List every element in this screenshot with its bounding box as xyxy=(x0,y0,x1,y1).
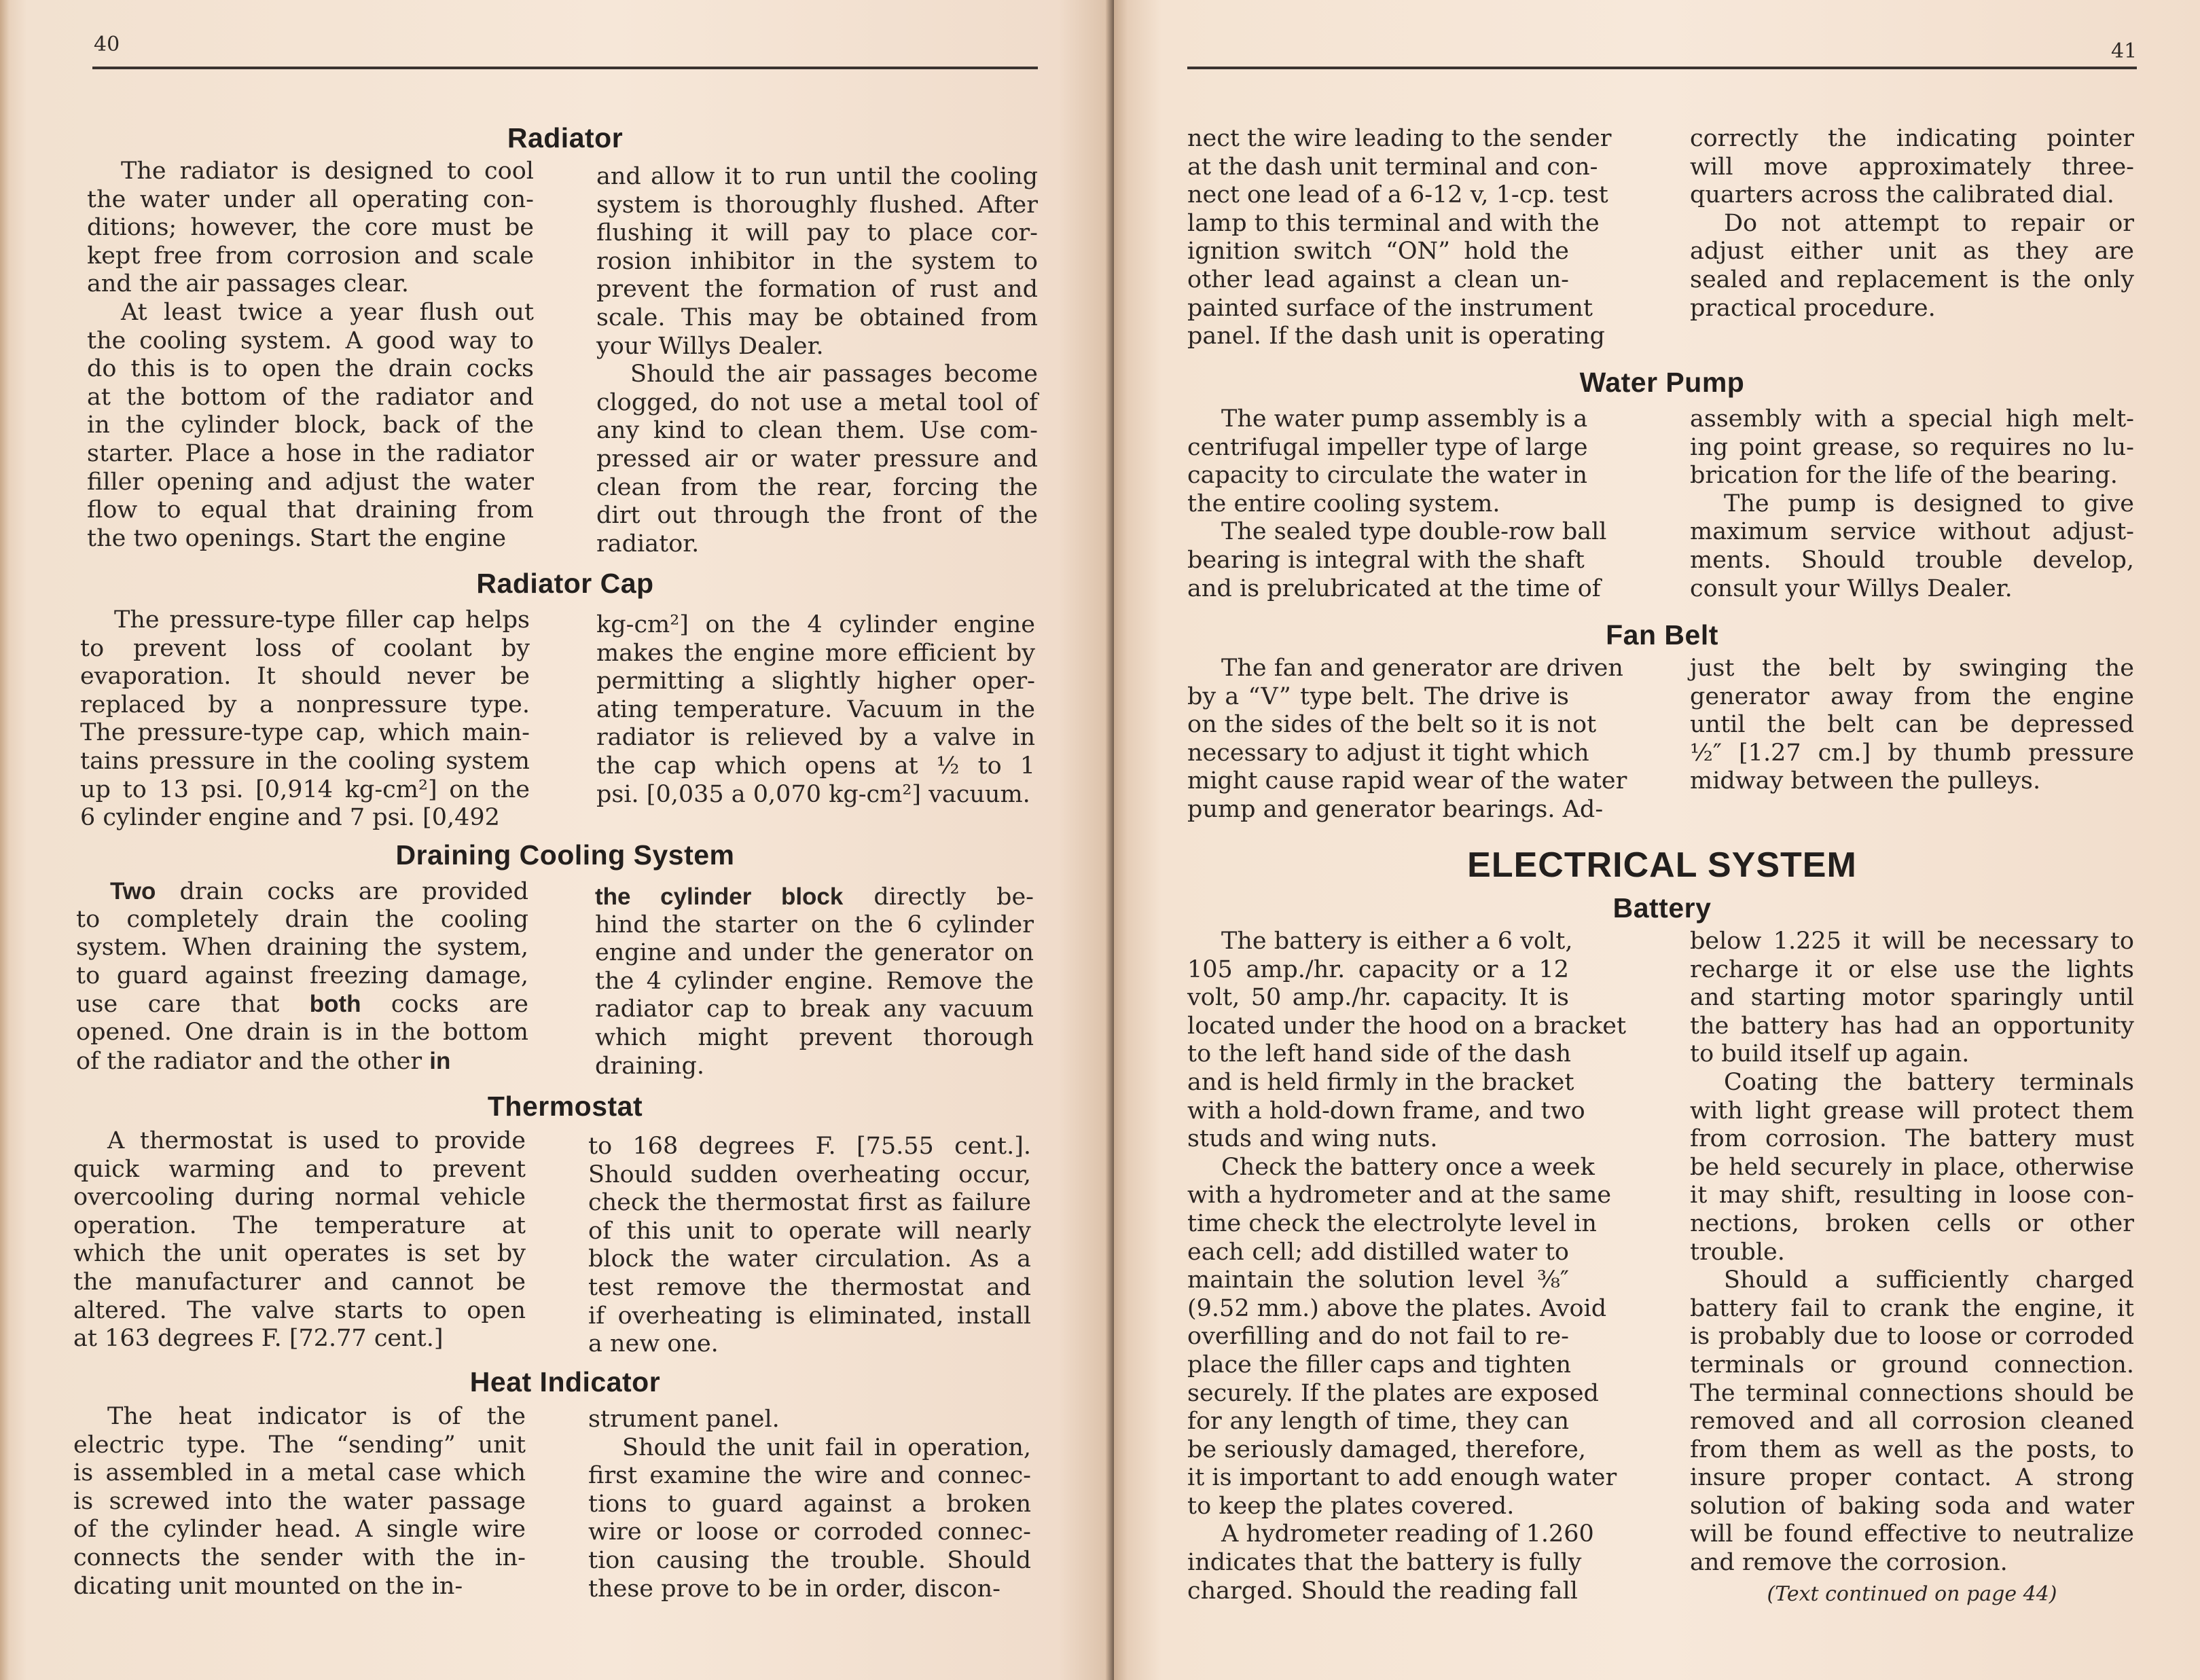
text-line: solution of baking soda and water xyxy=(1690,1492,2134,1520)
text-line: first examine the wire and connec- xyxy=(588,1462,1031,1490)
bold-emphasis: the cylinder block xyxy=(595,883,844,910)
text-line: these prove to be in order, discon- xyxy=(588,1575,1000,1603)
text-line: clogged, do not use a metal tool of xyxy=(596,388,1038,416)
text-line: operation. The temperature at xyxy=(73,1211,526,1239)
text-line: strument panel. xyxy=(588,1406,780,1433)
text-line: indicates that the battery is fully xyxy=(1187,1549,1582,1577)
text-line: starter. Place a hose in the radiator xyxy=(87,439,534,467)
text-line: at the bottom of the radiator and xyxy=(87,383,534,411)
text-line: until the belt can be depressed xyxy=(1690,711,2134,739)
heat-indicator-cont-col2 xyxy=(1690,125,2134,323)
text-line: kg-cm²] on the 4 cylinder engine xyxy=(596,611,1035,638)
text-line: The pressure-type filler cap helps xyxy=(114,606,530,634)
text-line: charged. Should the reading fall xyxy=(1187,1577,1579,1605)
text-line: your Willys Dealer. xyxy=(596,332,824,360)
text-line: permitting a slightly higher oper- xyxy=(596,668,1035,695)
text-run: to guard against freezing damage, xyxy=(76,962,528,989)
text-line: flushing it will pay to place cor- xyxy=(596,219,1038,247)
text-line: overcooling during normal vehicle xyxy=(73,1184,526,1211)
text-line: tions to guard against a broken xyxy=(588,1490,1031,1518)
text-line: terminals or ground connection. xyxy=(1690,1351,2134,1378)
text-line: pressed air or water pressure and xyxy=(596,445,1038,473)
text-line: to prevent loss of coolant by xyxy=(80,634,530,662)
draining-col2 xyxy=(595,883,1034,1080)
text-line: might cause rapid wear of the water xyxy=(1187,767,1627,795)
text-run: the 4 cylinder engine. Remove the xyxy=(595,967,1034,995)
text-line: generator away from the engine xyxy=(1690,682,2134,710)
text-line: panel. If the dash unit is operating xyxy=(1187,323,1605,350)
text-line: psi. [0,035 a 0,070 kg-cm²] vacuum. xyxy=(596,780,1030,808)
text-line: each cell; add distilled water to xyxy=(1187,1238,1569,1266)
text-line: test remove the thermostat and xyxy=(588,1273,1031,1301)
text-line: the manufacturer and cannot be xyxy=(73,1268,526,1296)
header-rule xyxy=(1187,67,2137,69)
bold-emphasis: in xyxy=(429,1047,451,1074)
text-run: of the radiator and the other xyxy=(76,1047,430,1075)
text-line: prevent the formation of rust and xyxy=(596,276,1038,304)
text-run: opened. One drain is in the bottom xyxy=(76,1018,528,1046)
text-line: on the sides of the belt so it is not xyxy=(1187,711,1597,739)
text-line xyxy=(595,1024,1034,1053)
text-line: rosion inhibitor in the system to xyxy=(596,247,1038,275)
text-line: dicating unit mounted on the in- xyxy=(73,1572,463,1600)
radiator-col1 xyxy=(87,158,534,553)
text-line xyxy=(595,1053,1034,1081)
text-line: ½″ [1.27 cm.] by thumb pressure xyxy=(1690,739,2134,767)
text-run: directly be- xyxy=(843,883,1034,911)
text-run: hind the starter on the 6 cylinder xyxy=(595,911,1034,938)
text-line xyxy=(595,996,1034,1024)
text-line: and the air passages clear. xyxy=(87,270,409,298)
text-run: radiator cap to break any vacuum xyxy=(595,996,1034,1023)
text-line xyxy=(595,883,1034,911)
text-line: At least twice a year flush out xyxy=(121,298,534,326)
text-line: be seriously damaged, therefore, xyxy=(1187,1436,1586,1463)
text-line: Should sudden overheating occur, xyxy=(588,1161,1031,1188)
text-line: practical procedure. xyxy=(1690,294,1936,322)
water-pump-col1 xyxy=(1187,405,1607,603)
text-line: bearing is integral with the shaft xyxy=(1187,546,1585,574)
text-line: kept free from corrosion and scale xyxy=(87,242,534,270)
text-line: with light grease will protect them xyxy=(1690,1097,2134,1125)
text-line: The water pump assembly is a xyxy=(1221,405,1588,433)
text-line: connects the sender with the in- xyxy=(73,1544,526,1571)
text-line: A hydrometer reading of 1.260 xyxy=(1221,1520,1594,1548)
text-line: radiator is relieved by a valve in xyxy=(596,724,1035,752)
text-line: do this is to open the drain cocks xyxy=(87,355,534,383)
text-line: The radiator is designed to cool xyxy=(121,158,534,185)
text-line: brication for the life of the bearing. xyxy=(1690,462,2118,490)
text-line: ating temperature. Vacuum in the xyxy=(596,695,1035,723)
text-line: A thermostat is used to provide xyxy=(107,1127,526,1154)
text-line: and is prelubricated at the time of xyxy=(1187,574,1601,602)
text-line: ments. Should trouble develop, xyxy=(1690,546,2134,574)
text-line: the two openings. Start the engine xyxy=(87,524,507,552)
radiator-col2 xyxy=(596,163,1038,558)
text-line: centrifugal impeller type of large xyxy=(1187,433,1588,461)
text-line: the cooling system. A good way to xyxy=(87,327,534,354)
thermostat-col1 xyxy=(73,1127,526,1353)
heat-indicator-cont-col1 xyxy=(1187,125,1612,351)
text-line: makes the engine more efficient by xyxy=(596,639,1035,667)
page-number: 40 xyxy=(94,33,120,56)
text-line: by a “V” type belt. The drive is xyxy=(1187,682,1569,710)
text-line: battery fail to crank the engine, it xyxy=(1690,1294,2134,1322)
text-line: assembly with a special high melt- xyxy=(1690,405,2134,433)
text-line: dirt out through the front of the xyxy=(596,502,1038,530)
radiator-cap-col1 xyxy=(80,606,530,833)
thermostat-col2 xyxy=(588,1133,1031,1359)
text-line: up to 13 psi. [0,914 kg-cm²] on the xyxy=(80,775,530,803)
text-run: draining. xyxy=(595,1052,705,1080)
text-line: quarters across the calibrated dial. xyxy=(1690,181,2114,209)
text-line: be held securely in place, otherwise xyxy=(1690,1153,2134,1181)
heading-heat-indicator: Heat Indicator xyxy=(469,1366,661,1398)
text-line: nect one lead of a 6-12 v, 1-cp. test xyxy=(1187,181,1608,209)
text-line: necessary to adjust it tight which xyxy=(1187,739,1589,767)
text-line: a new one. xyxy=(588,1330,719,1358)
text-line: other lead against a clean un- xyxy=(1187,266,1569,293)
radiator-cap-col2 xyxy=(596,611,1035,809)
text-line: The battery is either a 6 volt, xyxy=(1221,928,1573,955)
text-line: at the dash unit terminal and con- xyxy=(1187,153,1598,181)
text-line: adjust either unit as they are xyxy=(1690,238,2134,266)
text-run: which might prevent thorough xyxy=(595,1023,1034,1051)
page-number: 41 xyxy=(2111,39,2138,63)
heading-thermostat: Thermostat xyxy=(487,1091,643,1122)
text-line xyxy=(76,1047,528,1076)
text-line: which the unit operates is set by xyxy=(73,1240,526,1268)
text-line: from them as well as the posts, to xyxy=(1690,1436,2134,1463)
battery-col1 xyxy=(1187,928,1627,1605)
text-line: nections, broken cells or other xyxy=(1690,1209,2134,1237)
heading-battery: Battery xyxy=(1612,892,1712,924)
text-line: The fan and generator are driven xyxy=(1221,655,1623,682)
text-line: ditions; however, the core must be xyxy=(87,214,534,242)
heading-electrical-system: ELECTRICAL SYSTEM xyxy=(1467,845,1857,885)
text-line: nect the wire leading to the sender xyxy=(1187,125,1612,152)
text-line: Should a sufficiently charged xyxy=(1724,1266,2134,1294)
text-line xyxy=(76,962,528,991)
text-line: will move approximately three- xyxy=(1690,153,2134,181)
text-line: (9.52 mm.) above the plates. Avoid xyxy=(1187,1294,1607,1322)
heading-draining-cooling-system: Draining Cooling System xyxy=(395,839,735,871)
text-line: in the cylinder block, back of the xyxy=(87,412,534,439)
text-line: and is held firmly in the bracket xyxy=(1187,1068,1574,1096)
text-line: ing point grease, so requires no lu- xyxy=(1690,433,2134,461)
text-line: for any length of time, they can xyxy=(1187,1408,1569,1436)
text-line: overfilling and do not fail to re- xyxy=(1187,1323,1569,1351)
text-line: quick warming and to prevent xyxy=(73,1155,526,1183)
text-line: check the thermostat first as failure xyxy=(588,1189,1031,1217)
text-line: The sealed type double-row ball xyxy=(1221,518,1607,546)
text-line: ignition switch “ON” hold the xyxy=(1187,238,1569,266)
text-line: of this unit to operate will nearly xyxy=(588,1217,1031,1245)
text-line: maximum service without adjust- xyxy=(1690,518,2134,546)
text-line: and starting motor sparingly until xyxy=(1690,984,2134,1012)
text-line: clean from the rear, forcing the xyxy=(596,473,1038,501)
text-line: system is thoroughly flushed. After xyxy=(596,191,1038,219)
text-line: Should the unit fail in operation, xyxy=(622,1434,1031,1461)
text-line: 105 amp./hr. capacity or a 12 xyxy=(1187,955,1569,983)
fan-belt-col1 xyxy=(1187,655,1627,824)
text-line: The pump is designed to give xyxy=(1724,490,2134,517)
text-line: 6 cylinder engine and 7 psi. [0,492 xyxy=(80,804,500,832)
text-line xyxy=(76,877,528,906)
text-line: if overheating is eliminated, install xyxy=(588,1302,1031,1330)
battery-col2 xyxy=(1690,928,2134,1577)
text-line: the water under all operating con- xyxy=(87,185,534,213)
text-line: scale. This may be obtained from xyxy=(596,304,1038,331)
text-run: drain cocks are provided xyxy=(156,878,528,905)
text-line: block the water circulation. As a xyxy=(588,1245,1031,1273)
text-line: maintain the solution level ⅜″ xyxy=(1187,1266,1569,1294)
text-line: the battery has had an opportunity xyxy=(1690,1012,2134,1040)
heat-indicator-col2 xyxy=(588,1406,1031,1603)
draining-col1 xyxy=(76,877,528,1075)
text-line: filler opening and adjust the water xyxy=(87,468,534,496)
heading-radiator: Radiator xyxy=(507,122,624,153)
text-run: system. When draining the system, xyxy=(76,934,528,962)
text-line: just the belt by swinging the xyxy=(1690,655,2134,682)
water-pump-col2 xyxy=(1690,405,2134,603)
text-line: pump and generator bearings. Ad- xyxy=(1187,795,1604,823)
text-line: from corrosion. The battery must xyxy=(1690,1125,2134,1153)
text-line: to the left hand side of the dash xyxy=(1187,1040,1572,1068)
heading-radiator-cap: Radiator Cap xyxy=(476,568,654,599)
right-page xyxy=(1114,0,2200,1680)
text-line: time check the electrolyte level in xyxy=(1187,1209,1597,1237)
text-line: replaced by a nonpressure type. xyxy=(80,691,530,718)
header-rule xyxy=(92,67,1038,69)
text-line: electric type. The “sending” unit xyxy=(73,1431,526,1459)
text-line: recharge it or else use the lights xyxy=(1690,955,2134,983)
text-line xyxy=(76,1019,528,1047)
fan-belt-col2 xyxy=(1690,655,2134,796)
text-line: sealed and replacement is the only xyxy=(1690,266,2134,293)
text-line: place the filler caps and tighten xyxy=(1187,1351,1572,1378)
text-line xyxy=(76,934,528,962)
text-run: use care that xyxy=(76,991,310,1019)
text-line: to build itself up again. xyxy=(1690,1040,1970,1068)
text-line: at 163 degrees F. [72.77 cent.] xyxy=(73,1325,444,1353)
text-run: to completely drain the cooling xyxy=(76,905,528,933)
text-line xyxy=(76,990,528,1019)
text-run: engine and under the generator on xyxy=(595,939,1034,967)
text-line: The heat indicator is of the xyxy=(107,1403,526,1430)
text-line: of the cylinder head. A single wire xyxy=(73,1516,526,1544)
text-line: is screwed into the water passage xyxy=(73,1487,526,1515)
text-line: the entire cooling system. xyxy=(1187,490,1500,517)
text-line: will be found effective to neutralize xyxy=(1690,1520,2134,1548)
text-line: is assembled in a metal case which xyxy=(73,1459,526,1487)
text-line: to keep the plates covered. xyxy=(1187,1492,1515,1520)
text-line: with a hydrometer and at the same xyxy=(1187,1182,1612,1209)
text-line: the cap which opens at ½ to 1 xyxy=(596,752,1035,780)
text-line xyxy=(76,906,528,934)
text-line: insure proper contact. A strong xyxy=(1690,1464,2134,1492)
text-line: consult your Willys Dealer. xyxy=(1690,574,2013,602)
text-line xyxy=(595,939,1034,968)
text-line xyxy=(595,968,1034,996)
continued-note: (Text continued on page 44) xyxy=(1767,1582,2057,1606)
text-line: painted surface of the instrument xyxy=(1187,294,1593,322)
text-line: removed and all corrosion cleaned xyxy=(1690,1408,2134,1436)
text-line: midway between the pulleys. xyxy=(1690,767,2041,795)
text-line: flow to equal that draining from xyxy=(87,496,534,524)
text-line xyxy=(595,911,1034,940)
text-line: evaporation. It should never be xyxy=(80,663,530,691)
text-line: any kind to clean them. Use com- xyxy=(596,417,1038,445)
text-line: radiator. xyxy=(596,530,700,558)
text-line: wire or loose or corroded connec- xyxy=(588,1518,1031,1546)
text-line: Coating the battery terminals xyxy=(1724,1068,2134,1096)
text-line: located under the hood on a bracket xyxy=(1187,1012,1627,1040)
text-line: is probably due to loose or corroded xyxy=(1690,1323,2134,1351)
heading-water-pump: Water Pump xyxy=(1579,367,1745,398)
text-line: securely. If the plates are exposed xyxy=(1187,1379,1599,1407)
bold-emphasis: Two xyxy=(110,878,156,905)
text-line: capacity to circulate the water in xyxy=(1187,462,1588,490)
text-line: tion causing the trouble. Should xyxy=(588,1546,1031,1574)
text-line: altered. The valve starts to open xyxy=(73,1296,526,1324)
text-line: studs and wing nuts. xyxy=(1187,1125,1438,1153)
text-line: it is important to add enough water xyxy=(1187,1464,1617,1492)
bold-emphasis: both xyxy=(309,991,361,1018)
text-line: trouble. xyxy=(1690,1238,1785,1266)
text-line: volt, 50 amp./hr. capacity. It is xyxy=(1187,984,1569,1012)
text-line: with a hold-down frame, and two xyxy=(1187,1097,1585,1125)
text-line: Should the air passages become xyxy=(630,361,1038,388)
heat-indicator-col1 xyxy=(73,1403,526,1601)
text-line: correctly the indicating pointer xyxy=(1690,125,2134,152)
text-line: Check the battery once a week xyxy=(1221,1153,1595,1181)
text-line: lamp to this terminal and with the xyxy=(1187,209,1600,237)
text-line: tains pressure in the cooling system xyxy=(80,747,530,775)
text-line: Do not attempt to repair or xyxy=(1724,209,2134,237)
text-line: it may shift, resulting in loose con- xyxy=(1690,1182,2134,1209)
heading-fan-belt: Fan Belt xyxy=(1606,619,1718,651)
text-line: to 168 degrees F. [75.55 cent.]. xyxy=(588,1133,1031,1160)
text-line: below 1.225 it will be necessary to xyxy=(1690,928,2134,955)
text-line: The terminal connections should be xyxy=(1690,1379,2134,1407)
text-line: and allow it to run until the cooling xyxy=(596,163,1038,190)
text-run: cocks are xyxy=(361,991,528,1019)
text-line: The pressure-type cap, which main- xyxy=(80,719,530,747)
text-line: and remove the corrosion. xyxy=(1690,1549,2008,1577)
